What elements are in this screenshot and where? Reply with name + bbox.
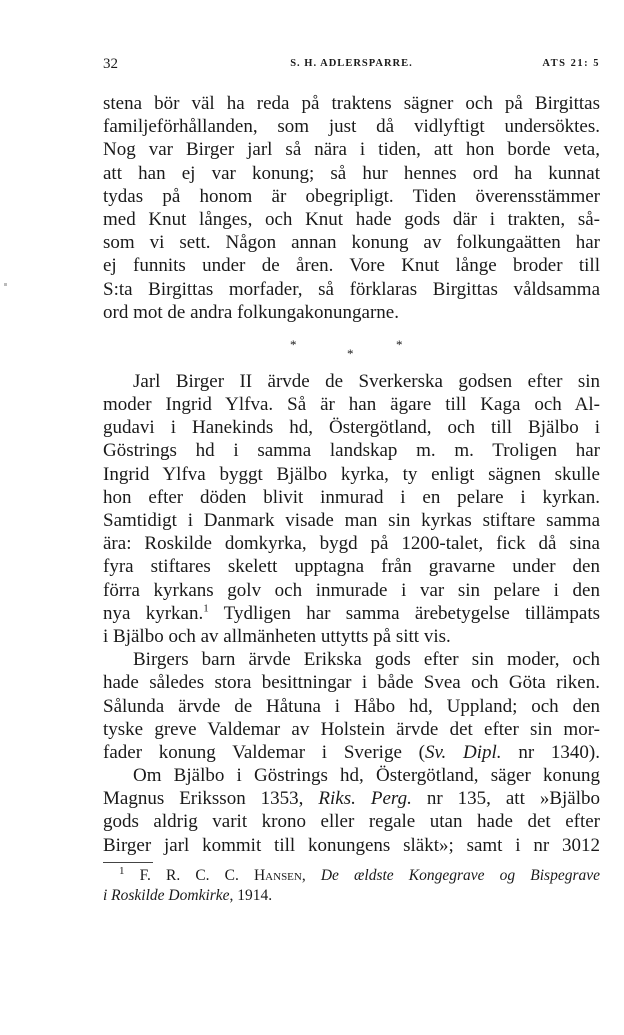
- section-break: [103, 324, 600, 370]
- text-line: S:ta Birgittas morfader, så förklaras Birgittas våldsamma: [103, 278, 600, 300]
- body-text: [103, 92, 600, 857]
- footnote-title: i Roskilde Domkirke: [103, 886, 230, 904]
- footnote-author-surname: Hansen: [253, 866, 302, 884]
- paragraph-1: [103, 92, 600, 324]
- text-line: ej funnits under de åren. Vore Knut långe broder till: [103, 255, 600, 277]
- text-line: i Bjälbo och av allmänheten uttytts på sitt vis.: [103, 625, 451, 647]
- footnotes: [103, 866, 600, 906]
- footnote-title: De ældste Kongegrave og Bispegrave: [320, 866, 600, 884]
- scan-speck: [4, 283, 7, 286]
- text-line: med Knut långes, och Knut hade gods där i trakten, så-: [103, 208, 600, 230]
- text-segment: ,: [301, 866, 306, 884]
- book-page: [103, 56, 600, 906]
- text-segment: fader konung Valdemar i Sverige (: [103, 741, 425, 763]
- paragraph-2: [103, 370, 600, 648]
- text-segment: nr 135, att »Bjälbo: [411, 788, 601, 810]
- paragraph-3: [103, 648, 600, 764]
- signature-mark: ATS 21: 5: [542, 58, 600, 69]
- page-number: 32: [103, 56, 118, 72]
- text-line: att han ej var konung; så hur hennes ord ha kunnat: [103, 162, 600, 184]
- text-segment: Tydligen har samma ärebetygelse tillämpats: [208, 602, 600, 624]
- text-line: Sålunda ärvde de Håtuna i Håbo hd, Uppland; och den: [103, 695, 600, 717]
- text-line: hade således stora besittningar i både Svea och Göta riken.: [103, 672, 600, 694]
- text-line: Nog var Birger jarl så nära i tiden, att hon borde veta,: [103, 139, 600, 161]
- text-line: förra kyrkans golv och inmurade i var sin pelare i den: [103, 579, 600, 601]
- asterism-star: *: [396, 336, 403, 352]
- asterism-star: *: [347, 345, 354, 361]
- text-line: ära: Roskilde domkyrka, bygd på 1200-talet, fick då sina: [103, 533, 600, 555]
- text-line: [103, 741, 600, 764]
- paragraph-4: [103, 764, 600, 857]
- footnote-reference[interactable]: 1: [203, 602, 209, 615]
- text-line: gods aldrig varit krono eller regale utan hade det efter: [103, 811, 600, 833]
- running-head: [103, 56, 600, 78]
- text-line: [103, 787, 600, 810]
- citation-title: Riks.: [318, 788, 356, 810]
- footnote-number: 1: [119, 864, 125, 877]
- text-line: moder Ingrid Ylfva. Så är han ägare till Kaga och Al-: [103, 394, 600, 416]
- footnote-divider: [103, 862, 153, 863]
- asterism-star: *: [290, 336, 297, 352]
- text-line: som vi sett. Någon annan konung av folkungaätten har: [103, 232, 600, 254]
- text-line: [103, 602, 600, 625]
- citation-title: Perg.: [370, 788, 412, 810]
- text-line: ord mot de andra folkungakonungarne.: [103, 301, 399, 323]
- text-line: Göstrings hd i samma landskap m. m. Troligen har: [103, 440, 600, 462]
- citation-title: Sv. Dipl.: [424, 741, 502, 763]
- footnote-author-initials: F. R. C. C.: [139, 866, 254, 884]
- text-line: Jarl Birger II ärvde de Sverkerska godsen efter sin: [133, 370, 600, 392]
- text-line: Birgers barn ärvde Erikska gods efter sin moder, och: [133, 649, 600, 671]
- text-line: stena bör väl ha reda på traktens sägner och på Birgittas: [103, 93, 600, 114]
- text-segment: Magnus Eriksson 1353,: [103, 788, 319, 810]
- running-head-author: S. H. ADLERSPARRE.: [290, 58, 413, 69]
- text-line: tyske greve Valdemar av Holstein ärvde det efter sin mor-: [103, 718, 600, 740]
- text-segment: nr 1340).: [501, 741, 601, 763]
- text-line: hon efter döden blivit inmurad i en pelare i kyrkan.: [103, 486, 600, 508]
- footnote-line: [103, 886, 600, 906]
- text-line: gudavi i Hanekinds hd, Östergötland, och till Bjälbo i: [103, 417, 600, 439]
- text-segment: nya kyrkan.: [103, 602, 204, 624]
- text-segment: [356, 788, 371, 809]
- text-line: familjeförhållanden, som just då vidlyftigt undersöktes.: [103, 116, 600, 138]
- text-line: Om Bjälbo i Göstrings hd, Östergötland, säger konung: [133, 765, 600, 787]
- text-line: Birger jarl kommit till konungens släkt»; samt i nr 3012: [103, 834, 600, 856]
- text-line: Ingrid Ylfva byggt Bjälbo kyrka, ty enligt sägnen skulle: [103, 463, 600, 485]
- text-line: fyra stiftares skelett upptagna från gravarne under den: [103, 556, 600, 578]
- text-line: tydas på honom är obegripligt. Tiden överensstämmer: [103, 185, 600, 207]
- footnote-year: , 1914.: [229, 886, 273, 904]
- footnote-line: [103, 866, 600, 886]
- text-line: Samtidigt i Danmark visade man sin kyrkas stiftare samma: [103, 510, 600, 531]
